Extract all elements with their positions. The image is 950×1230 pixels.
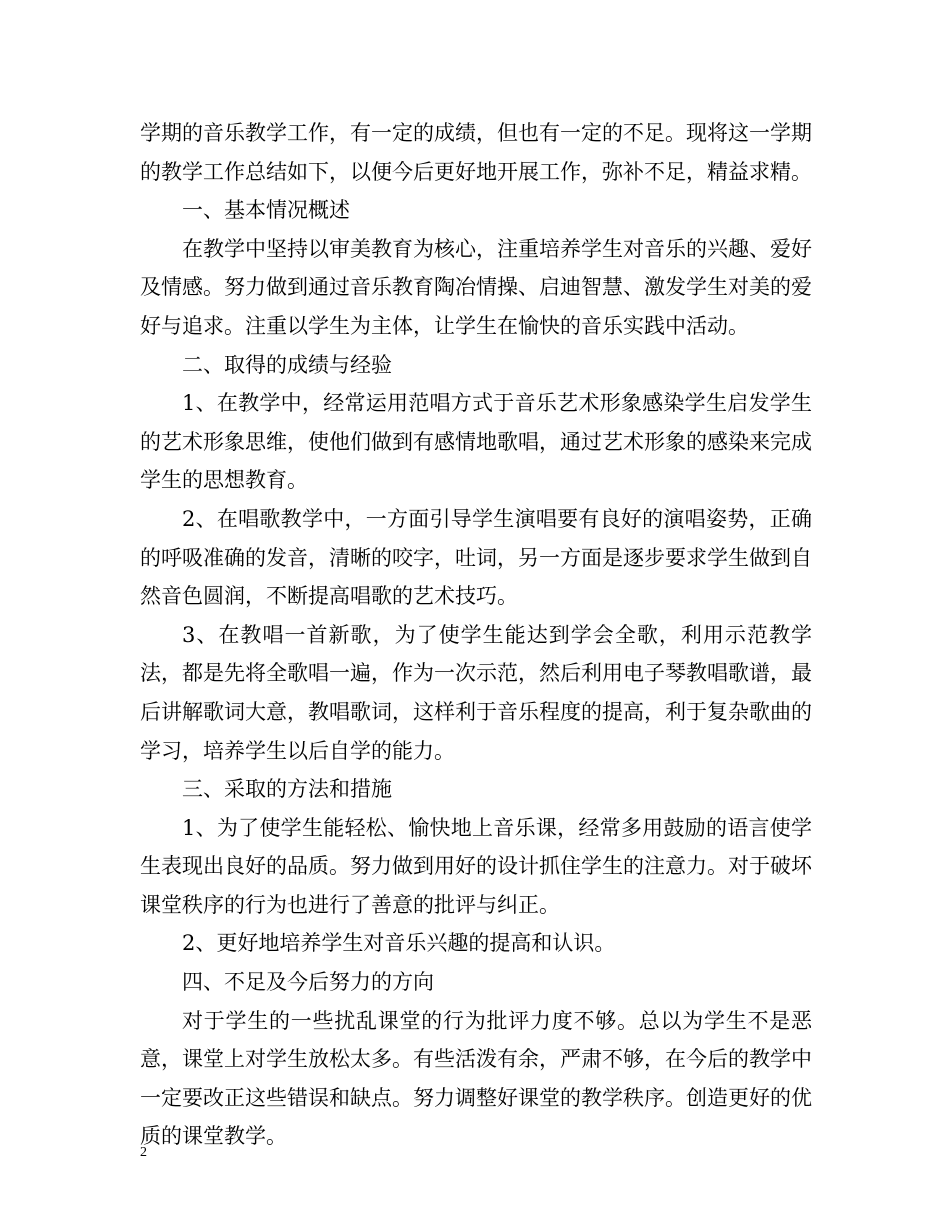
paragraph-achievement-3: 3、在教唱一首新歌，为了使学生能达到学会全歌，利用示范教学法，都是先将全歌唱一遍，作为一次示范，然后利用电子琴教唱歌谱，最后讲解歌词大意，教唱歌词，这样利于音乐程度的提高，利于复杂歌曲的学习，培养学生以后自学的能力。 (140, 622, 812, 763)
paragraph-basic-overview: 在教学中坚持以审美教育为核心，注重培养学生对音乐的兴趣、爱好及情感。努力做到通过音乐教育陶冶情操、启迪智慧、激发学生对美的爱好与追求。注重以学生为主体，让学生在愉快的音乐实践中活动。 (140, 236, 812, 338)
paragraph-shortcomings: 对于学生的一些扰乱课堂的行为批评力度不够。总以为学生不是恶意，课堂上对学生放松太多。有些活泼有余，严肃不够，在今后的教学中一定要改正这些错误和缺点。努力调整好课堂的教学秩序。创造更好的优质的课堂教学。 (140, 1008, 812, 1149)
document-body (140, 114, 812, 1156)
heading-basic-overview: 一、基本情况概述 (182, 198, 350, 223)
paragraph-method-1: 1、为了使学生能轻松、愉快地上音乐课，经常多用鼓励的语言使学生表现出良好的品质。努力做到用好的设计抓住学生的注意力。对于破坏课堂秩序的行为也进行了善意的批评与纠正。 (140, 815, 812, 917)
heading-achievements: 二、取得的成绩与经验 (182, 352, 392, 377)
heading-methods: 三、采取的方法和措施 (182, 777, 392, 802)
paragraph-intro: 学期的音乐教学工作，有一定的成绩，但也有一定的不足。现将这一学期的教学工作总结如下，以便今后更好地开展工作，弥补不足，精益求精。 (140, 121, 812, 184)
paragraph-achievement-1: 1、在教学中，经常运用范唱方式于音乐艺术形象感染学生启发学生的艺术形象思维，使他们做到有感情地歌唱，通过艺术形象的感染来完成学生的思想教育。 (140, 391, 812, 493)
page-number: 2 (140, 1145, 147, 1160)
heading-shortcomings: 四、不足及今后努力的方向 (182, 970, 434, 995)
paragraph-method-2: 2、更好地培养学生对音乐兴趣的提高和认识。 (182, 931, 616, 956)
paragraph-achievement-2: 2、在唱歌教学中，一方面引导学生演唱要有良好的演唱姿势，正确的呼吸准确的发音，清晰的咬字，吐词，另一方面是逐步要求学生做到自然音色圆润，不断提高唱歌的艺术技巧。 (140, 506, 812, 609)
